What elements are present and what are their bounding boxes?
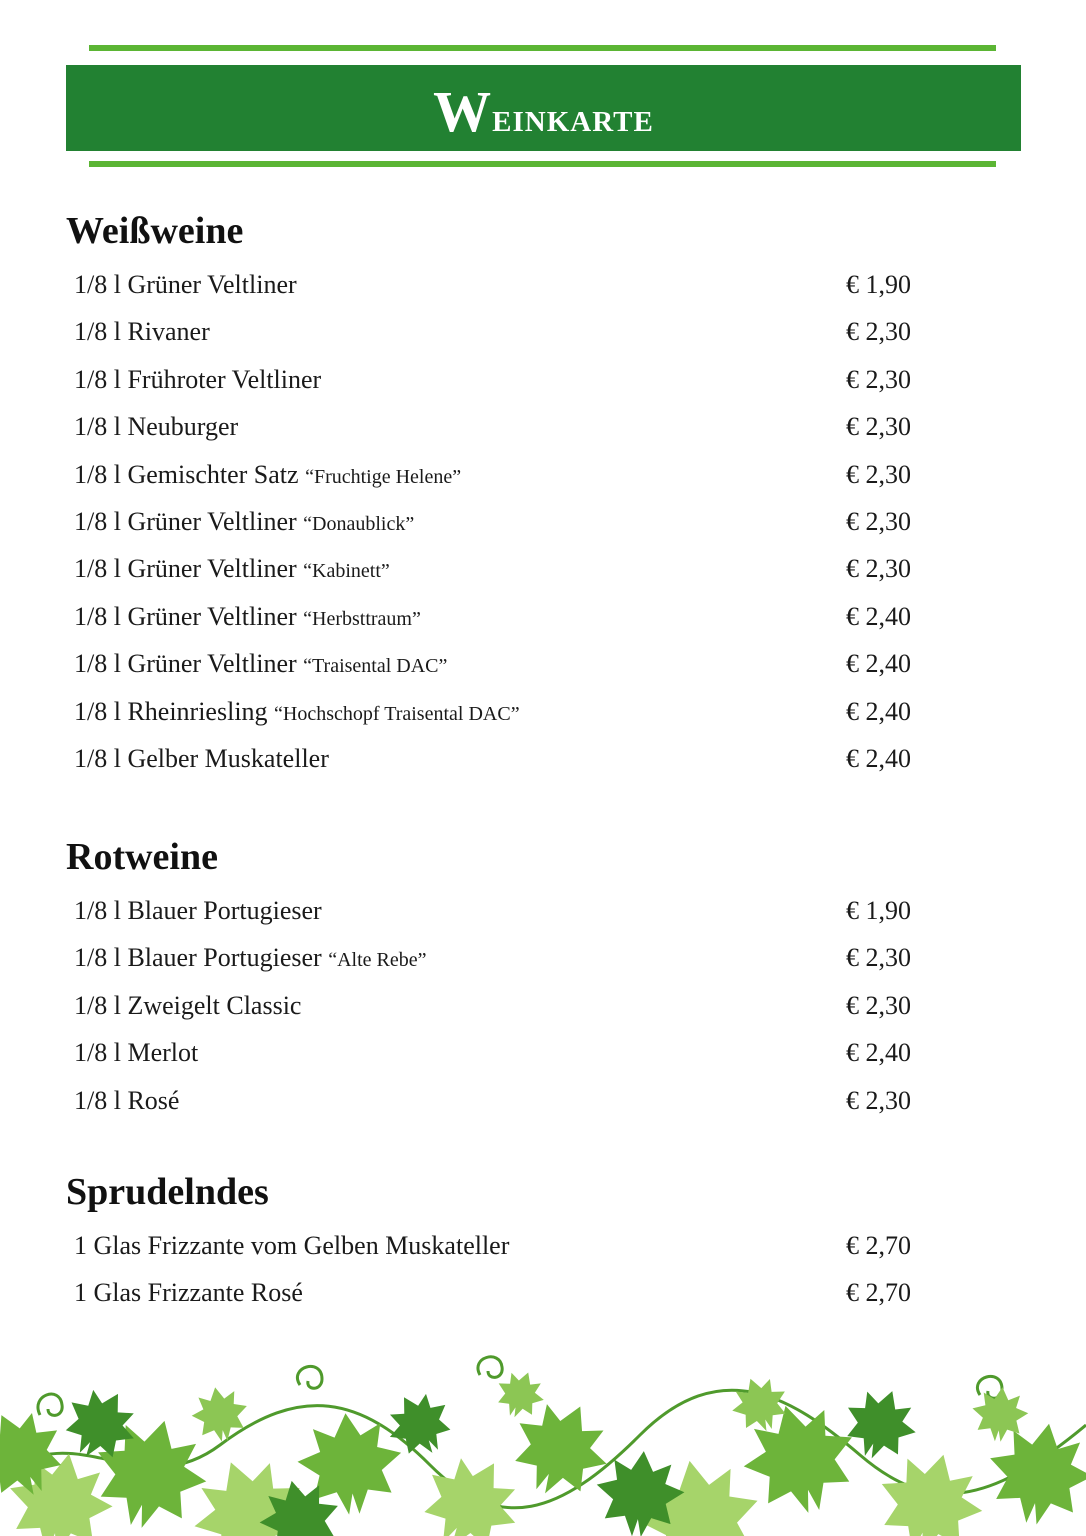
menu-item: 1/8 l Rivaner € 2,30 <box>74 317 911 347</box>
menu-item: 1/8 l Rheinriesling “Hochschopf Traisental DAC” € 2,40 <box>74 696 911 726</box>
menu-item: 1/8 l Grüner Veltliner “Traisental DAC” € 2,40 <box>74 649 911 679</box>
menu-item: 1/8 l Frühroter Veltliner € 2,30 <box>74 364 911 394</box>
menu-item: 1/8 l Blauer Portugieser “Alte Rebe” € 2,30 <box>74 943 911 973</box>
list-weissweine <box>74 272 934 793</box>
menu-item: 1/8 l Merlot € 2,40 <box>74 1038 911 1068</box>
header-rule-top <box>89 45 996 51</box>
title-banner <box>66 65 1021 151</box>
menu-item: 1/8 l Gelber Muskateller € 2,40 <box>74 743 911 773</box>
menu-item: 1/8 l Rosé € 2,30 <box>74 1085 911 1115</box>
section-title-rotweine: Rotweine <box>66 836 218 878</box>
grape-leaf-icon <box>0 1355 1086 1536</box>
menu-item: 1/8 l Grüner Veltliner “Herbsttraum” € 2,40 <box>74 601 911 631</box>
list-sprudelndes <box>74 1233 934 1328</box>
menu-item: 1 Glas Frizzante vom Gelben Muskateller € 2,70 <box>74 1231 911 1260</box>
menu-item: 1/8 l Grüner Veltliner “Kabinett” € 2,30 <box>74 554 911 584</box>
grapevine-border <box>0 1355 1086 1536</box>
list-rotweine <box>74 898 934 1135</box>
section-title-weissweine: Weißweine <box>66 210 244 252</box>
menu-item: 1/8 l Blauer Portugieser € 1,90 <box>74 896 911 925</box>
menu-item: 1/8 l Neuburger € 2,30 <box>74 412 911 442</box>
section-title-sprudelndes: Sprudelndes <box>66 1171 269 1213</box>
menu-item: 1/8 l Grüner Veltliner “Donaublick” € 2,30 <box>74 506 911 536</box>
page-title: Weinkarte <box>433 79 654 144</box>
header-rule-bottom <box>89 161 996 167</box>
menu-item: 1 Glas Frizzante Rosé € 2,70 <box>74 1278 911 1308</box>
menu-item: 1/8 l Grüner Veltliner € 1,90 <box>74 270 911 299</box>
menu-item: 1/8 l Zweigelt Classic € 2,30 <box>74 990 911 1020</box>
menu-item: 1/8 l Gemischter Satz “Fruchtige Helene” € 2,30 <box>74 459 911 489</box>
